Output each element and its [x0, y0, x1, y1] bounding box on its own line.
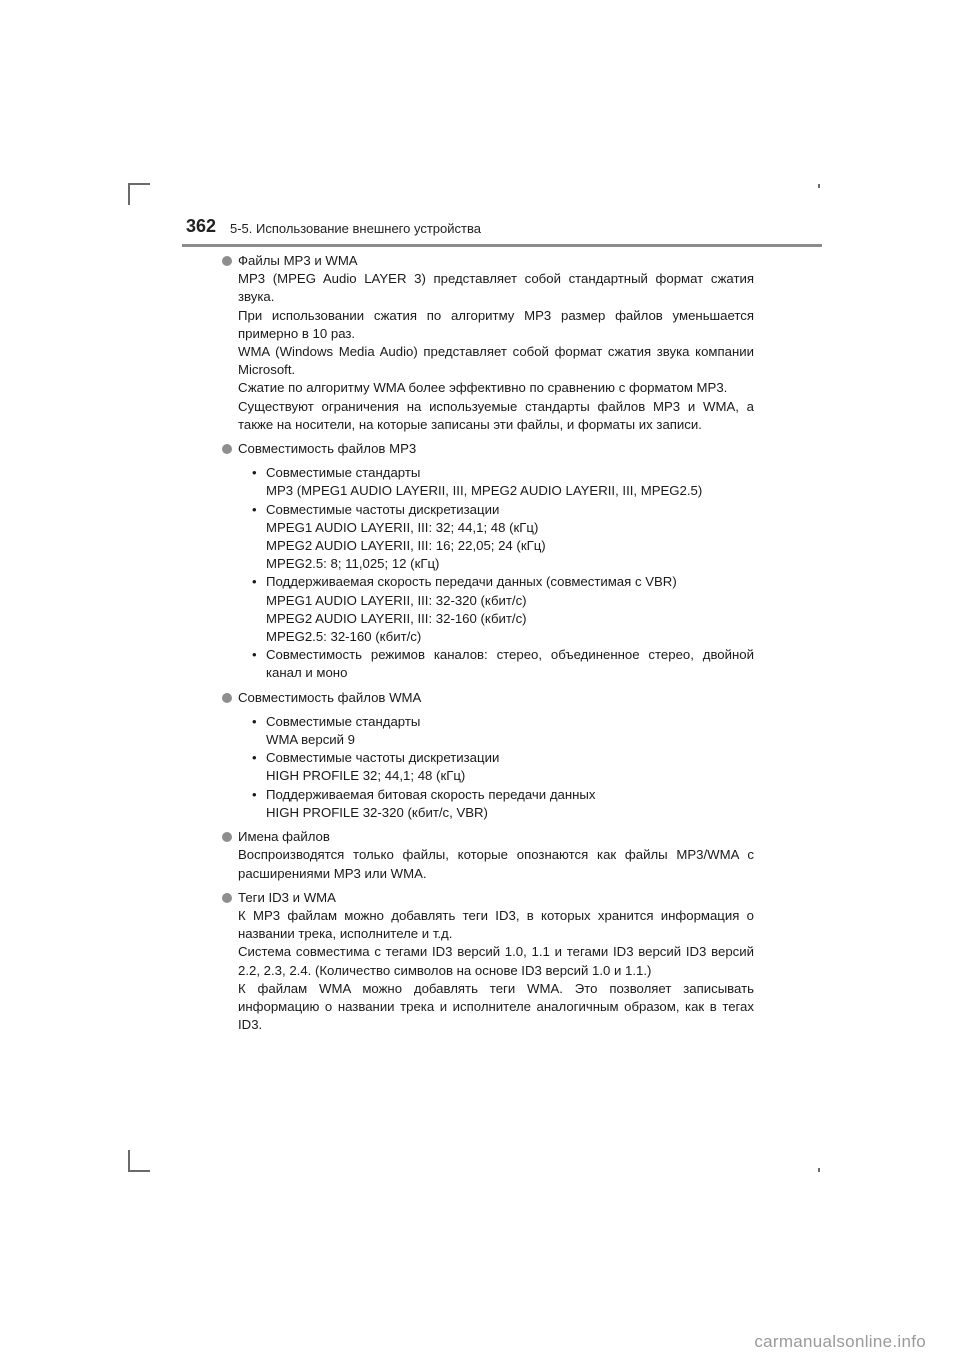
- crop-mark-bottom-left-horizontal: [128, 1170, 150, 1172]
- bullet-icon: •: [252, 465, 257, 481]
- bullet-icon: •: [252, 647, 257, 663]
- watermark-text: carmanualsonline.info: [754, 1332, 926, 1351]
- circle-bullet-icon: [222, 444, 232, 454]
- list-item: • Совместимые стандарты MP3 (MPEG1 AUDIO LAYERII, III, MPEG2 AUDIO LAYERII, III, MPEG2.5): [252, 465, 703, 499]
- section-id3-wma-tags: [224, 889, 754, 1035]
- paragraph: Воспроизводятся только файлы, которые опознаются как файлы MP3/WMA с расширениями MP3 или WMA.: [238, 847, 754, 881]
- paragraph: MP3 (MPEG Audio LAYER 3) представляет собой стандартный формат сжатия звука.: [238, 271, 754, 305]
- bullet-icon: •: [252, 786, 257, 802]
- section-heading: Совместимость файлов MP3: [238, 441, 417, 457]
- crop-mark-top-left-horizontal: [128, 183, 150, 185]
- section-wma-compatibility: [224, 689, 754, 822]
- circle-bullet-icon: [222, 256, 232, 266]
- crop-mark-top-left-vertical: [128, 183, 130, 205]
- list-item: • Поддерживаемая битовая скорость передачи данных HIGH PROFILE 32-320 (кбит/с, VBR): [252, 786, 596, 820]
- crop-mark-bottom-right: [818, 1168, 820, 1172]
- bullet-icon: •: [252, 574, 257, 590]
- bullet-icon: •: [252, 501, 257, 517]
- section-mp3-wma-files: [224, 252, 754, 434]
- section-mp3-compatibility: [224, 440, 754, 683]
- page-header: [182, 214, 822, 248]
- page-number: 362: [186, 216, 217, 236]
- list-item: • Совместимость режимов каналов: стерео, объединенное стерео, двойной канал и моно: [252, 647, 754, 681]
- circle-bullet-icon: [222, 693, 232, 703]
- paragraph: К MP3 файлам можно добавлять теги ID3, в которых хранится информация о названии трека, исполнителе и т.д.: [238, 907, 754, 942]
- bullet-icon: •: [252, 750, 257, 766]
- header-rule: [182, 244, 822, 247]
- paragraph: WMA (Windows Media Audio) представляет собой формат сжатия звука компании Microsoft.: [238, 344, 754, 378]
- bullet-icon: •: [252, 713, 257, 729]
- section-title: 5-5. Использование внешнего устройства: [230, 221, 481, 236]
- paragraph: Сжатие по алгоритму WMA более эффективно по сравнению с форматом MP3.: [238, 380, 728, 396]
- list-item: • Совместимые частоты дискретизации HIGH PROFILE 32; 44,1; 48 (кГц): [252, 750, 500, 784]
- section-heading: Теги ID3 и WMA: [238, 889, 336, 905]
- list-item: • Поддерживаемая скорость передачи данных (совместимая с VBR) MPEG1 AUDIO LAYERII, III: 32-320 (кбит/с) MPEG2 AUDIO LAYERII, III: 32-160 (кбит/с) MPEG2.5: 32-160 (кбит/с): [252, 574, 677, 645]
- list-item: • Совместимые частоты дискретизации MPEG1 AUDIO LAYERII, III: 32; 44,1; 48 (кГц) MPEG2 AUDIO LAYERII, III: 16; 22,05; 24 (кГц) MPEG2.5: 8; 11,025; 12 (кГц): [252, 501, 546, 572]
- paragraph: При использовании сжатия по алгоритму MP3 размер файлов уменьшается примерно в 10 раз.: [238, 307, 754, 341]
- paragraph: Система совместима с тегами ID3 версий 1.0, 1.1 и тегами ID3 версий ID3 версий 2.2, 2.3, 2.4. (Количество символов на основе ID3 версий 1.0 и 1.1.): [238, 944, 754, 978]
- section-file-names: [224, 828, 754, 883]
- crop-mark-bottom-left-vertical: [128, 1150, 130, 1172]
- crop-mark-top-right: [818, 184, 820, 188]
- list-item: • Совместимые стандарты WMA версий 9: [252, 713, 421, 748]
- page-content: [224, 252, 754, 1040]
- section-heading: Файлы MP3 и WMA: [238, 253, 358, 268]
- paragraph: Существуют ограничения на используемые стандарты файлов MP3 и WMA, а также на носители, на которые записаны эти файлы, и форматы их записи.: [238, 398, 754, 432]
- section-heading: Совместимость файлов WMA: [238, 689, 422, 705]
- paragraph: К файлам WMA можно добавлять теги WMA. Это позволяет записывать информацию о названии трека и исполнителе аналогичным образом, как в тегах ID3.: [238, 980, 754, 1033]
- section-heading: Имена файлов: [238, 829, 330, 845]
- circle-bullet-icon: [222, 893, 232, 903]
